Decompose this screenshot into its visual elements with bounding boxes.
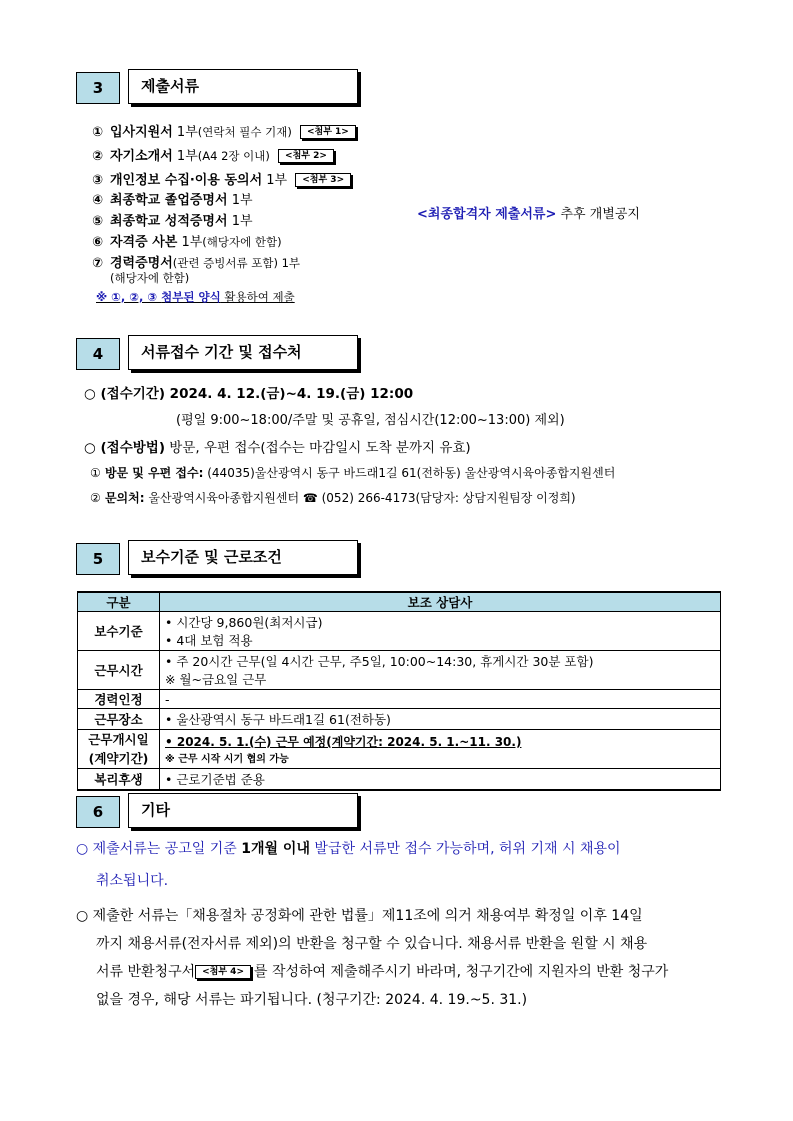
- section-title: 제출서류: [128, 69, 358, 104]
- section-number: 4: [76, 338, 120, 370]
- section-number: 5: [76, 543, 120, 575]
- table-row: 근무장소 • 울산광역시 동구 바드래1길 61(전하동): [78, 709, 721, 730]
- list-item: ⑤ 최종학교 성적증명서 1부: [92, 214, 253, 229]
- row-head: 경력인정: [78, 690, 160, 709]
- row-head: 근무시간: [78, 651, 160, 690]
- receipt-address: ① 방문 및 우편 접수: (44035)울산광역시 동구 바드래1길 61(전하동) 울산광역시육아종합지원센터: [90, 466, 616, 480]
- section-title: 보수기준 및 근로조건: [128, 540, 358, 575]
- list-item: ⑦ 경력증명서(관련 증빙서류 포함) 1부: [92, 256, 301, 271]
- conditions-table: [77, 591, 721, 791]
- list-item: ③ 개인정보 수집·이용 동의서 1부 <첨부 3>: [92, 169, 351, 188]
- list-item: ⑥ 자격증 사본 1부(해당자에 한함): [92, 235, 282, 250]
- receipt-contact: ② 문의처: 울산광역시육아종합지원센터 ☎ (052) 266-4173(담당자: 상담지원팀장 이정희): [90, 491, 576, 505]
- list-item: ① 입사지원서 1부(연락처 필수 기재) <첨부 1>: [92, 121, 356, 140]
- table-header: 보조 상담사: [160, 592, 721, 612]
- etc-paragraph-1: ○ 제출서류는 공고일 기준 1개월 이내 발급한 서류만 접수 가능하며, 허위 기재 시 채용이 취소됩니다.: [76, 841, 621, 889]
- footnote: ※ ①, ②, ③ 첨부된 양식 활용하여 제출: [96, 290, 295, 304]
- table-row: 근무개시일 (계약기간) • 2024. 5. 1.(수) 근무 예정(계약기간: 2024. 5. 1.~11. 30.) ※ 근무 시작 시기 협의 가능: [78, 730, 721, 769]
- attachment-tag: <첨부 1>: [300, 125, 356, 139]
- table-header: 구분: [78, 592, 160, 612]
- etc-paragraph-2: ○ 제출한 서류는「채용절차 공정화에 관한 법률」제11조에 의거 채용여부 확정일 이후 14일 까지 채용서류(전자서류 제외)의 반환을 청구할 수 있습니다. 채용서류 반환을 원할 시 채용 서류 반환청구서 <첨부 4> 를 작성하여 제출해주시기 바라며, 청구기간에 지원자의 반환 청구가 없을 경우, 해당 서류는 파기됩니다. (청구기간: 2024. 4. 19.~5. 31.): [76, 908, 669, 1008]
- receipt-period-note: (평일 9:00~18:00/주말 및 공휴일, 점심시간(12:00~13:00) 제외): [176, 413, 565, 428]
- attachment-tag: <첨부 2>: [278, 149, 334, 163]
- final-docs-note: <최종합격자 제출서류> 추후 개별공지: [417, 207, 640, 222]
- section-title: 서류접수 기간 및 접수처: [128, 335, 358, 370]
- receipt-method: ○ (접수방법) 방문, 우편 접수(접수는 마감일시 도착 분까지 유효): [84, 440, 471, 456]
- table-row: 복리후생 • 근로기준법 준용: [78, 769, 721, 791]
- list-item: ④ 최종학교 졸업증명서 1부: [92, 193, 253, 208]
- list-item-continuation: (해당자에 한함): [110, 271, 190, 285]
- row-head: 근무장소: [78, 709, 160, 730]
- row-head: 복리후생: [78, 769, 160, 791]
- row-head: 보수기준: [78, 612, 160, 651]
- list-item: ② 자기소개서 1부(A4 2장 이내) <첨부 2>: [92, 145, 334, 164]
- section-title: 기타: [128, 793, 358, 828]
- table-row: 근무시간 • 주 20시간 근무(일 4시간 근무, 주5일, 10:00~14:30, 휴게시간 30분 포함) ※ 월~금요일 근무: [78, 651, 721, 690]
- receipt-period: ○ (접수기간) 2024. 4. 12.(금)~4. 19.(금) 12:00: [84, 386, 414, 402]
- table-row: 보수기준 • 시간당 9,860원(최저시급) • 4대 보험 적용: [78, 612, 721, 651]
- row-head: 근무개시일 (계약기간): [78, 730, 160, 769]
- attachment-tag: <첨부 4>: [195, 965, 251, 979]
- table-row: 경력인정 -: [78, 690, 721, 709]
- attachment-tag: <첨부 3>: [295, 173, 351, 187]
- section-number: 6: [76, 796, 120, 828]
- section-number: 3: [76, 72, 120, 104]
- attached-forms-link[interactable]: 첨부된 양식: [161, 290, 221, 304]
